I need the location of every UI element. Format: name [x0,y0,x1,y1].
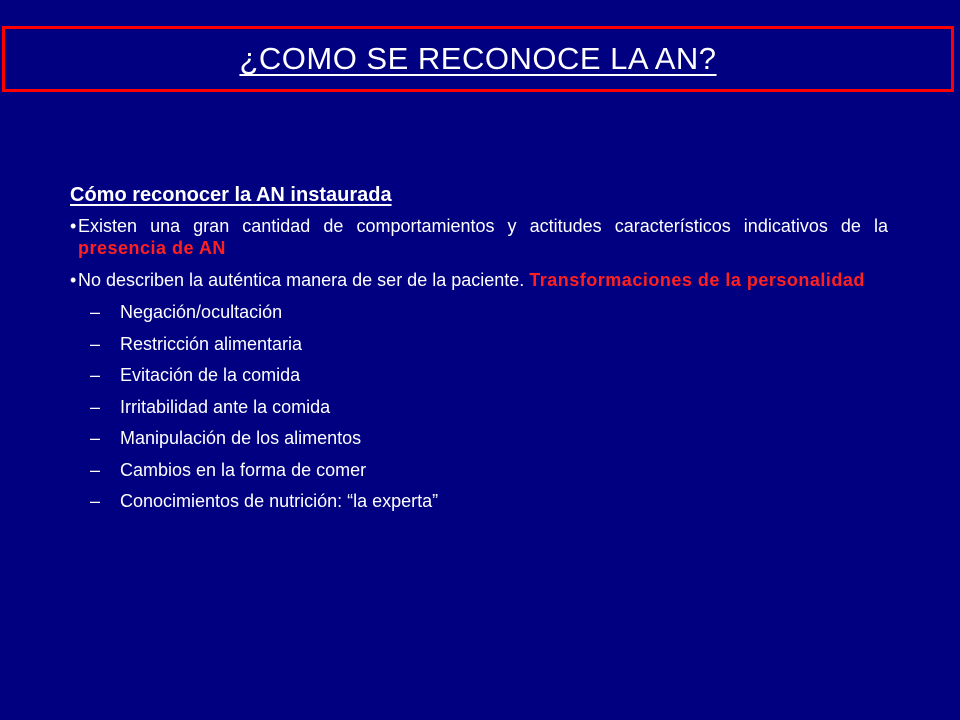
dash-marker: – [90,333,101,354]
bullet-highlight: presencia de AN [78,238,226,258]
bullet-item [70,215,900,259]
section-heading: Cómo reconocer la AN instaurada [70,184,392,206]
list-item [70,396,900,418]
list-item-text: Manipulación de los alimentos [120,428,362,448]
list-item-text: Cambios en la forma de comer [120,459,367,480]
bullet-text [78,215,888,259]
dash-marker: – [90,459,101,480]
list-item-text: Negación/ocultación [120,302,283,322]
dash-marker: – [90,396,101,417]
sub-list [70,301,900,512]
dash-marker: – [90,365,101,385]
bullet-body: No describen la auténtica manera de ser de la paciente. [78,270,530,290]
title-box [2,26,954,92]
dash-marker: – [90,491,101,511]
list-item-text: Restricción alimentaria [120,333,303,354]
list-item-text: Irritabilidad ante la comida [120,396,331,417]
bullet-body: Existen una gran cantidad de comportamientos y actitudes característicos indicativos de la [78,216,888,236]
list-item-text: Evitación de la comida [120,365,301,385]
list-item-text: Conocimientos de nutrición: “la experta” [120,491,439,511]
list-item [70,301,900,323]
dash-marker: – [90,428,101,448]
bullet-text [78,269,888,291]
slide-content [70,183,900,522]
bullet-item [70,269,900,291]
list-item [70,490,900,512]
list-item [70,333,900,355]
list-item [70,427,900,449]
list-item [70,364,900,386]
bullet-highlight: Transformaciones de la personalidad [529,270,865,290]
dash-marker: – [90,302,101,322]
bullet-marker: • [70,270,77,290]
slide-title: ¿COMO SE RECONOCE LA AN? [239,41,717,76]
list-item [70,459,900,481]
bullet-marker: • [70,216,77,236]
